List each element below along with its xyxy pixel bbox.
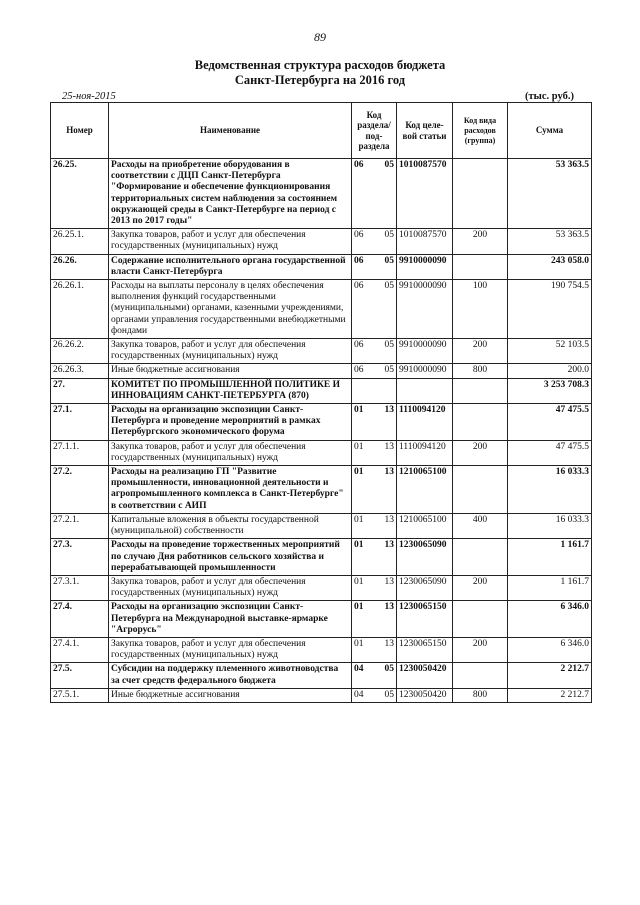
row-expense-type: 800 [453, 364, 508, 378]
row-target-code: 9910000090 [397, 280, 453, 339]
table-row [51, 440, 592, 465]
row-section-code [352, 466, 397, 514]
table-row [51, 159, 592, 229]
subsection-code: 13 [384, 514, 394, 525]
row-name: Закупка товаров, работ и услуг для обеспечения государственных (муниципальных) нужд [109, 339, 352, 364]
row-number: 27.2.1. [51, 513, 109, 538]
row-section-code [352, 688, 397, 702]
row-target-code: 1230065090 [397, 575, 453, 600]
row-name: Закупка товаров, работ и услуг для обеспечения государственных (муниципальных) нужд [109, 440, 352, 465]
section-code: 01 [354, 441, 364, 452]
row-sum: 53 363.5 [508, 159, 592, 229]
row-expense-type [453, 539, 508, 576]
row-number: 27.5. [51, 663, 109, 688]
table-row [51, 637, 592, 662]
table-row [51, 601, 592, 638]
row-target-code: 9910000090 [397, 254, 453, 279]
row-target-code: 1230050420 [397, 688, 453, 702]
table-row [51, 663, 592, 688]
row-name: Капитальные вложения в объекты государственной (муниципальной) собственности [109, 513, 352, 538]
section-code: 01 [354, 602, 364, 613]
row-target-code: 1110094120 [397, 404, 453, 441]
subsection-code: 13 [384, 441, 394, 452]
row-number: 27. [51, 378, 109, 403]
row-name: Расходы на выплаты персоналу в целях обеспечения выполнения функций государственными (муниципальными) органами, казенными учреждениями, органами управления государственными внебюджетными фондами [109, 280, 352, 339]
row-section-code [352, 364, 397, 378]
row-number: 27.3. [51, 539, 109, 576]
table-row [51, 254, 592, 279]
header-number: Номер [51, 103, 109, 159]
subsection-code: 13 [384, 602, 394, 613]
section-code: 01 [354, 638, 364, 649]
row-sum: 1 161.7 [508, 539, 592, 576]
subsection-code: 05 [384, 230, 394, 241]
row-target-code: 1110094120 [397, 440, 453, 465]
subsection-code: 13 [384, 405, 394, 416]
table-body [51, 159, 592, 703]
row-number: 27.1.1. [51, 440, 109, 465]
subsection-code: 05 [384, 255, 394, 266]
row-sum: 1 161.7 [508, 575, 592, 600]
row-name: Расходы на организацию экспозиции Санкт-Петербурга на Международной выставке-ярмарке "Агрорусь" [109, 601, 352, 638]
row-section-code [352, 159, 397, 229]
section-code: 01 [354, 540, 364, 551]
row-target-code: 1230065150 [397, 637, 453, 662]
row-sum: 243 058.0 [508, 254, 592, 279]
row-section-code [352, 378, 397, 403]
subsection-code: 05 [384, 664, 394, 675]
subsection-code: 13 [384, 467, 394, 478]
table-row [51, 539, 592, 576]
title-line-1: Ведомственная структура расходов бюджета [194, 58, 446, 72]
section-code: 04 [354, 689, 364, 700]
table-row [51, 229, 592, 254]
row-expense-type: 200 [453, 229, 508, 254]
table-row [51, 280, 592, 339]
section-code: 01 [354, 576, 364, 587]
row-sum: 3 253 708.3 [508, 378, 592, 403]
section-code: 01 [354, 514, 364, 525]
row-expense-type [453, 404, 508, 441]
section-code: 06 [354, 281, 364, 292]
table-row [51, 364, 592, 378]
row-target-code: 1230050420 [397, 663, 453, 688]
row-expense-type [453, 601, 508, 638]
row-section-code [352, 663, 397, 688]
row-expense-type [453, 663, 508, 688]
row-expense-type: 200 [453, 637, 508, 662]
row-sum: 16 033.3 [508, 466, 592, 514]
row-name: Закупка товаров, работ и услуг для обеспечения государственных (муниципальных) нужд [109, 229, 352, 254]
row-section-code [352, 404, 397, 441]
row-name: Закупка товаров, работ и услуг для обеспечения государственных (муниципальных) нужд [109, 575, 352, 600]
row-section-code [352, 575, 397, 600]
row-number: 26.26. [51, 254, 109, 279]
row-expense-type: 400 [453, 513, 508, 538]
row-target-code: 1210065100 [397, 513, 453, 538]
row-sum: 52 103.5 [508, 339, 592, 364]
header-sum: Сумма [508, 103, 592, 159]
header-target: Код целе- вой статьи [397, 103, 453, 159]
row-sum: 6 346.0 [508, 601, 592, 638]
row-name: КОМИТЕТ ПО ПРОМЫШЛЕННОЙ ПОЛИТИКЕ И ИННОВАЦИЯМ САНКТ-ПЕТЕРБУРГА (870) [109, 378, 352, 403]
subsection-code: 13 [384, 638, 394, 649]
row-name: Субсидии на поддержку племенного животноводства за счет средств федерального бюджета [109, 663, 352, 688]
header-name: Наименование [109, 103, 352, 159]
row-number: 26.26.3. [51, 364, 109, 378]
row-name: Содержание исполнительного органа государственной власти Санкт-Петербурга [109, 254, 352, 279]
row-number: 26.25. [51, 159, 109, 229]
row-section-code [352, 513, 397, 538]
row-sum: 2 212.7 [508, 688, 592, 702]
row-sum: 190 754.5 [508, 280, 592, 339]
row-section-code [352, 637, 397, 662]
row-name: Закупка товаров, работ и услуг для обеспечения государственных (муниципальных) нужд [109, 637, 352, 662]
row-expense-type: 200 [453, 575, 508, 600]
table-row [51, 466, 592, 514]
row-target-code: 9910000090 [397, 364, 453, 378]
table-header-row [51, 103, 592, 159]
row-number: 27.4.1. [51, 637, 109, 662]
table-row [51, 378, 592, 403]
row-section-code [352, 539, 397, 576]
section-code: 06 [354, 340, 364, 351]
table-row [51, 688, 592, 702]
row-expense-type: 200 [453, 339, 508, 364]
row-sum: 47 475.5 [508, 440, 592, 465]
page-number: 89 [314, 30, 326, 44]
row-section-code [352, 280, 397, 339]
row-number: 26.26.2. [51, 339, 109, 364]
document-title [0, 58, 640, 88]
table-row [51, 575, 592, 600]
row-target-code: 1230065150 [397, 601, 453, 638]
units-label: (тыс. руб.) [525, 91, 574, 102]
row-expense-type [453, 159, 508, 229]
row-expense-type [453, 466, 508, 514]
table-row [51, 339, 592, 364]
row-section-code [352, 339, 397, 364]
row-sum: 2 212.7 [508, 663, 592, 688]
row-number: 26.25.1. [51, 229, 109, 254]
row-section-code [352, 229, 397, 254]
row-number: 27.5.1. [51, 688, 109, 702]
section-code: 06 [354, 230, 364, 241]
section-code: 01 [354, 467, 364, 478]
row-number: 27.3.1. [51, 575, 109, 600]
row-name: Иные бюджетные ассигнования [109, 364, 352, 378]
row-sum: 6 346.0 [508, 637, 592, 662]
row-section-code [352, 254, 397, 279]
subsection-code: 13 [384, 576, 394, 587]
row-name: Расходы на проведение торжественных мероприятий по случаю Дня работников сельского хозяйства и перерабатывающей промышленности [109, 539, 352, 576]
row-target-code: 1010087570 [397, 229, 453, 254]
row-number: 27.4. [51, 601, 109, 638]
subsection-code: 05 [384, 365, 394, 376]
section-code: 04 [354, 664, 364, 675]
row-expense-type: 200 [453, 440, 508, 465]
row-expense-type [453, 378, 508, 403]
row-sum: 53 363.5 [508, 229, 592, 254]
section-code: 06 [354, 365, 364, 376]
subsection-code: 05 [384, 281, 394, 292]
row-expense-type: 800 [453, 688, 508, 702]
row-sum: 200.0 [508, 364, 592, 378]
subsection-code: 05 [384, 160, 394, 170]
table-row [51, 404, 592, 441]
header-section: Код раздела/ под- раздела [352, 103, 397, 159]
row-target-code [397, 378, 453, 403]
row-name: Расходы на приобретение оборудования в соответствии с ДЦП Санкт-Петербурга "Формирование и обеспечение функционирования территориальных систем наблюдения за состоянием окружающей среды в Санкт-Петербурге на период с 2013 по 2017 годы" [109, 159, 352, 229]
row-number: 26.26.1. [51, 280, 109, 339]
row-expense-type: 100 [453, 280, 508, 339]
row-target-code: 9910000090 [397, 339, 453, 364]
row-sum: 47 475.5 [508, 404, 592, 441]
section-code: 06 [354, 160, 364, 170]
row-target-code: 1010087570 [397, 159, 453, 229]
row-sum: 16 033.3 [508, 513, 592, 538]
subsection-code: 05 [384, 340, 394, 351]
section-code: 06 [354, 255, 364, 266]
row-section-code [352, 440, 397, 465]
row-number: 27.2. [51, 466, 109, 514]
subsection-code: 05 [384, 689, 394, 700]
row-number: 27.1. [51, 404, 109, 441]
row-target-code: 1210065100 [397, 466, 453, 514]
subsection-code: 13 [384, 540, 394, 551]
row-expense-type [453, 254, 508, 279]
row-name: Расходы на реализацию ГП "Развитие промышленности, инновационной деятельности и агропромышленного комплекса в Санкт-Петербурге" в соответствии с АИП [109, 466, 352, 514]
row-name: Иные бюджетные ассигнования [109, 688, 352, 702]
section-code: 01 [354, 405, 364, 416]
header-expense-type: Код вида расходов (группа) [453, 103, 508, 159]
row-target-code: 1230065090 [397, 539, 453, 576]
table-row [51, 513, 592, 538]
row-section-code [352, 601, 397, 638]
row-name: Расходы на организацию экспозиции Санкт-Петербурга и проведение мероприятий в рамках Петербургского экономического форума [109, 404, 352, 441]
budget-table [50, 102, 592, 703]
title-line-2: Санкт-Петербурга на 2016 год [234, 73, 406, 87]
document-date: 25-ноя-2015 [62, 91, 116, 102]
